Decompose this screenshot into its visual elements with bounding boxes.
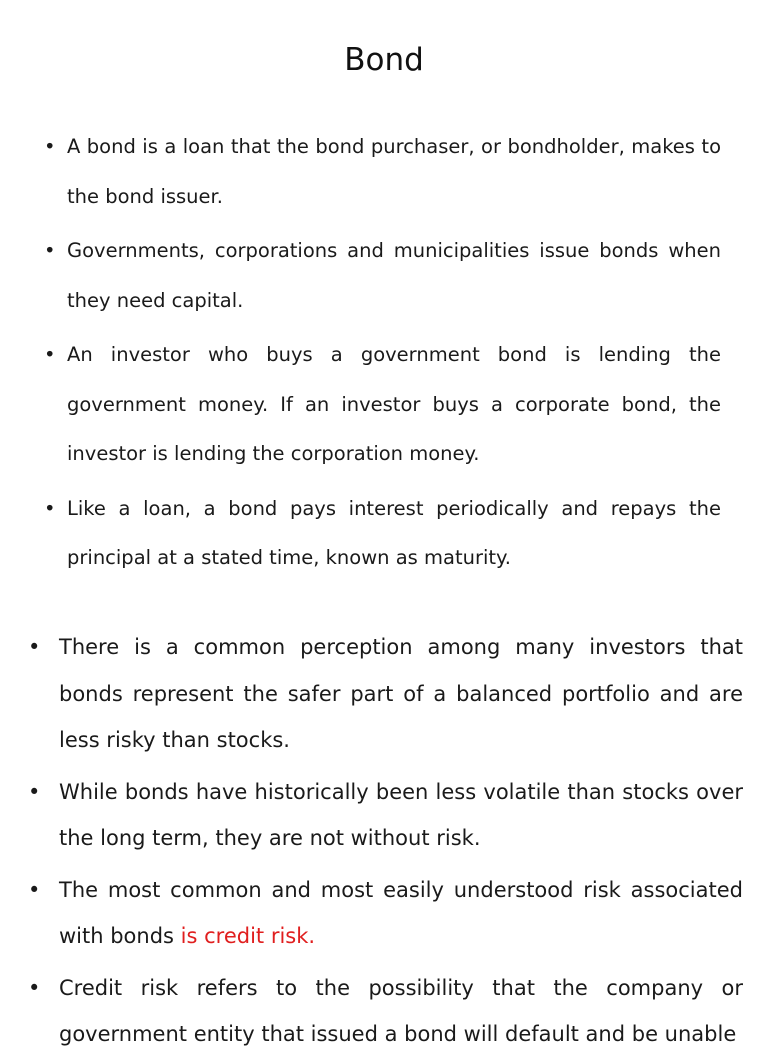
list-item-text: While bonds have historically been less volatile than stocks over the long term, they are not without risk.: [59, 779, 743, 850]
bond-bullet-list: [44, 122, 721, 588]
bullet-icon: •: [44, 496, 56, 520]
list-item-text: An investor who buys a government bond is lending the government money. If an investor buys a corporate bond, the investor is lending the corporation money.: [67, 343, 721, 465]
list-item-text: Governments, corporations and municipalities issue bonds when they need capital.: [67, 239, 721, 312]
bullet-icon: •: [44, 135, 56, 158]
list-item: [28, 624, 743, 764]
bullet-icon: •: [28, 635, 41, 659]
bullet-icon: •: [28, 877, 41, 902]
list-item: [28, 965, 743, 1058]
list-item-text: There is a common perception among many investors that bonds represent the safer part of a balanced portfolio and are less risky than stocks.: [59, 635, 743, 752]
bullet-icon: •: [28, 779, 41, 804]
bullet-icon: •: [44, 239, 56, 262]
list-item-text: The most common and most easily understood risk associated with bonds: [59, 877, 743, 948]
slide-title: Bond: [344, 42, 424, 78]
list-item: [44, 226, 721, 325]
credit-risk-highlight: is credit risk.: [180, 924, 316, 948]
list-item: [44, 122, 721, 221]
list-item: [44, 330, 721, 479]
list-item: [28, 769, 743, 862]
list-item: [28, 867, 743, 960]
list-item-text: Like a loan, a bond pays interest periodically and repays the principal at a stated time, known as maturity.: [67, 496, 721, 569]
list-item-text: A bond is a loan that the bond purchaser, or bondholder, makes to the bond issuer.: [67, 135, 721, 208]
list-item-text: Credit risk refers to the possibility that the company or government entity that issued a bond will default and be unable: [59, 975, 743, 1046]
bullet-icon: •: [28, 975, 41, 1000]
list-item: [44, 484, 721, 583]
bullet-icon: •: [44, 343, 56, 366]
risk-bullet-list: [28, 624, 743, 1063]
